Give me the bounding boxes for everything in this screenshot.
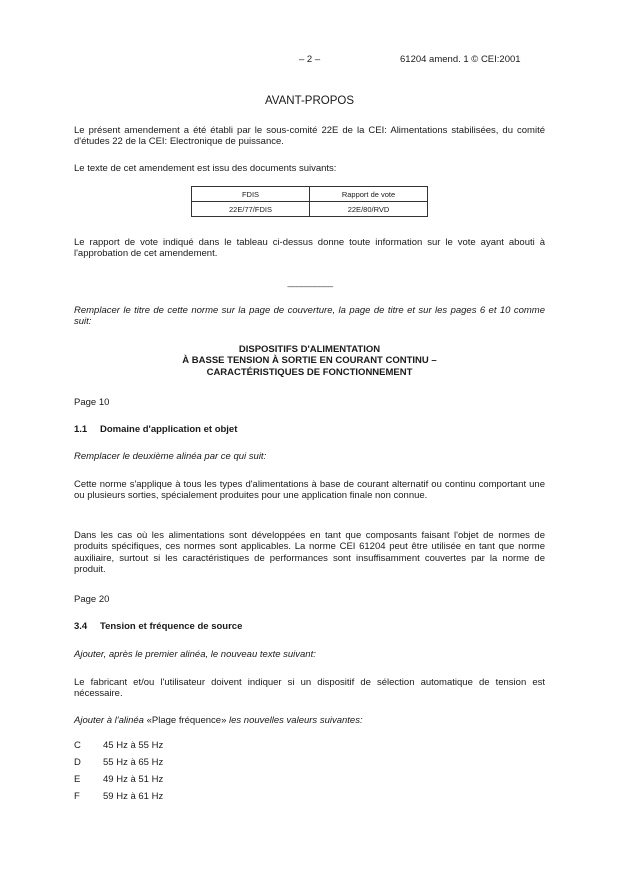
list-value: 49 Hz à 51 Hz [103, 774, 164, 785]
list-item [74, 757, 163, 768]
intro-paragraph: Le présent amendement a été établi par le sous-comité 22E de la CEI: Alimentations stabilisées, du comité d'études 22 de la CEI: Electronique de puissance. [74, 125, 545, 148]
section-number: 3.4 [74, 621, 88, 632]
list-item [74, 774, 163, 785]
table-row [192, 202, 428, 217]
intro-documents-sentence: Le texte de cet amendement est issu des documents suivants: [74, 163, 337, 174]
list-item [74, 740, 163, 751]
table-header-row [192, 187, 428, 202]
new-title-line: À BASSE TENSION À SORTIE EN COURANT CONTINU – [182, 355, 437, 367]
page-20-label: Page 20 [74, 594, 110, 605]
section-number: 1.1 [74, 424, 88, 435]
instruction-quoted: «Plage fréquence» [146, 715, 227, 726]
new-title-line: CARACTÉRISTIQUES DE FONCTIONNEMENT [206, 366, 413, 378]
table-header-cell: Rapport de vote [310, 187, 428, 202]
page-number: – 2 – [299, 54, 321, 65]
page-10-label: Page 10 [74, 397, 110, 408]
page-title: AVANT-PROPOS [264, 95, 355, 107]
table-cell: 22E/77/FDIS [192, 202, 310, 217]
replace-title-instruction: Remplacer le titre de cette norme sur la page de couverture, la page de titre et sur les pages 6 et 10 comme suit: [74, 305, 545, 328]
table-header-cell: FDIS [192, 187, 310, 202]
table-cell: 22E/80/RVD [310, 202, 428, 217]
section-3-4-paragraph: Le fabricant et/ou l'utilisateur doivent indiquer si un dispositif de sélection automatique de tension est nécessaire. [74, 677, 545, 700]
section-3-4-heading [74, 621, 242, 632]
instruction-prefix: Ajouter à l'alinéa [74, 715, 147, 726]
new-title-block [0, 344, 619, 378]
section-title: Domaine d'application et objet [100, 424, 238, 435]
section-1-1-paragraph: Dans les cas où les alimentations sont développées en tant que composants faisant l'objet de normes de produits spécifiques, ces normes sont applicables. La norme CEI 61204 peut être utilisée en tant que norme auxiliaire, surtout si les caractéristiques de performances sont insuffisamment couvertes par la norme de produit. [74, 530, 545, 576]
list-letter: D [74, 757, 81, 768]
section-1-1-instruction: Remplacer le deuxième alinéa par ce qui suit: [74, 451, 267, 462]
section-1-1-paragraph: Cette norme s'applique à tous les types d'alimentations à base de courant alternatif ou continu comportant une ou plusieurs sorties, spécialement produites pour une application finale non connue. [74, 479, 545, 502]
section-3-4-instruction: Ajouter, après le premier alinéa, le nouveau texte suivant: [74, 649, 316, 660]
section-1-1-heading [74, 424, 237, 435]
documents-table [191, 186, 428, 217]
document-reference: 61204 amend. 1 © CEI:2001 [400, 54, 521, 65]
list-letter: C [74, 740, 81, 751]
section-title: Tension et fréquence de source [100, 621, 243, 632]
vote-note-paragraph: Le rapport de vote indiqué dans le tableau ci-dessus donne toute information sur le vote ayant abouti à l'approbation de cet amendement. [74, 237, 545, 260]
instruction-suffix: les nouvelles valeurs suivantes: [226, 715, 363, 726]
list-item [74, 791, 163, 802]
new-title-line: DISPOSITIFS D'ALIMENTATION [238, 344, 381, 355]
list-value: 45 Hz à 55 Hz [103, 740, 164, 751]
list-letter: E [74, 774, 81, 785]
list-value: 55 Hz à 65 Hz [103, 757, 164, 768]
list-letter: F [74, 791, 80, 802]
list-value: 59 Hz à 61 Hz [103, 791, 164, 802]
frequency-range-instruction [74, 715, 545, 726]
separator-text: __________ [287, 277, 333, 287]
